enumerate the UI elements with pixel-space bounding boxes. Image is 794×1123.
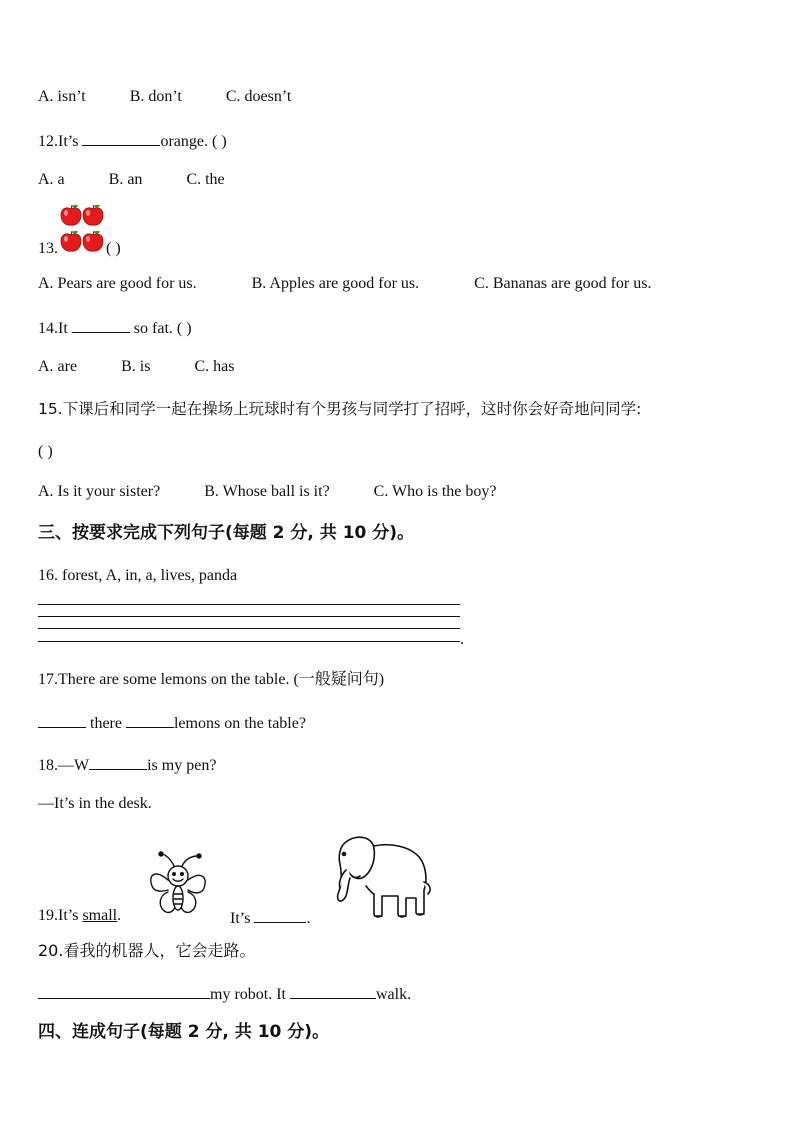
q13-number: 13. <box>38 240 58 257</box>
section-3-heading: 三、按要求完成下列句子(每题 2 分, 共 10 分)。 <box>38 523 415 543</box>
q20-after: walk. <box>376 986 412 1003</box>
apple-icon <box>83 205 103 225</box>
q19-second-sentence <box>230 906 310 929</box>
q12-option-c[interactable]: C. the <box>186 171 225 188</box>
q16-question: 16. forest, A, in, a, lives, panda <box>38 567 238 584</box>
q13-question <box>38 239 121 259</box>
q14-question <box>38 316 192 339</box>
q17-blank-1[interactable] <box>38 711 86 728</box>
q11-options <box>38 87 291 107</box>
q14-after: so fat. <box>133 320 173 337</box>
q12-question <box>38 129 227 152</box>
q12-option-a[interactable]: A. a <box>38 171 65 188</box>
q13-options <box>38 274 651 294</box>
q20-mid: my robot. It <box>210 986 286 1003</box>
q12-after: orange. <box>160 133 208 150</box>
q19-question <box>38 906 121 926</box>
q12-blank[interactable] <box>82 129 160 146</box>
q16-answer-line-4[interactable] <box>38 641 460 642</box>
elephant-icon <box>332 832 434 922</box>
q14-blank[interactable] <box>72 316 130 333</box>
q16-answer-line-2[interactable] <box>38 616 460 617</box>
section-4-heading: 四、连成句子(每题 2 分, 共 10 分)。 <box>38 1022 330 1042</box>
q18-stem: 18.—W <box>38 757 90 774</box>
q12-answer-paren[interactable]: ( ) <box>211 133 227 150</box>
q20-blank-1[interactable] <box>38 982 210 999</box>
q11-option-b[interactable]: B. don’t <box>129 88 182 105</box>
q17-blank-2[interactable] <box>126 711 174 728</box>
q13-answer-paren[interactable]: ( ) <box>106 240 121 257</box>
q14-stem: 14.It <box>38 320 68 337</box>
q19-stem: 19.It’s <box>38 907 83 924</box>
q19-period: . <box>117 907 122 924</box>
q15-options <box>38 482 496 502</box>
q14-options <box>38 357 234 377</box>
q18-question <box>38 753 216 776</box>
q16-answer-line-3[interactable] <box>38 628 460 629</box>
q13-option-c[interactable]: C. Bananas are good for us. <box>474 275 652 292</box>
q20-answer <box>38 982 411 1005</box>
q16-answer-line-1[interactable] <box>38 604 460 605</box>
apple-icon <box>61 205 81 225</box>
q19-end-period: . <box>306 910 311 927</box>
q14-answer-paren[interactable]: ( ) <box>176 320 192 337</box>
q14-option-a[interactable]: A. are <box>38 358 78 375</box>
q11-option-c[interactable]: C. doesn’t <box>225 88 292 105</box>
q15-option-b[interactable]: B. Whose ball is it? <box>204 483 330 500</box>
q15-question: 15.下课后和同学一起在操场上玩球时有个男孩与同学打了招呼，这时你会好奇地问同学: <box>38 400 642 418</box>
q17-after: lemons on the table? <box>173 715 306 732</box>
q18-answer-text: —It’s in the desk. <box>38 795 152 812</box>
q18-blank[interactable] <box>89 753 147 770</box>
q15-option-c[interactable]: C. Who is the boy? <box>373 483 497 500</box>
q17-mid: there <box>90 715 122 732</box>
q20-question: 20.看我的机器人，它会走路。 <box>38 941 256 960</box>
q19-underlined-word: small <box>82 907 118 924</box>
q15-answer-paren[interactable]: ( ) <box>38 443 53 460</box>
q18-after: is my pen? <box>147 757 217 774</box>
q12-options <box>38 170 225 190</box>
q12-option-b[interactable]: B. an <box>108 171 143 188</box>
q11-option-a[interactable]: A. isn’t <box>38 88 86 105</box>
q19-blank[interactable] <box>254 906 306 923</box>
q12-stem: 12.It’s <box>38 133 79 150</box>
butterfly-icon <box>146 850 210 920</box>
q17-answer <box>38 711 306 734</box>
q13-option-b[interactable]: B. Apples are good for us. <box>251 275 420 292</box>
q14-option-b[interactable]: B. is <box>121 358 151 375</box>
q16-end-period: . <box>460 631 464 648</box>
q14-option-c[interactable]: C. has <box>194 358 235 375</box>
q17-question: 17.There are some lemons on the table. (一般疑问句) <box>38 671 385 688</box>
q19-second-stem: It’s <box>230 910 251 927</box>
q13-option-a[interactable]: A. Pears are good for us. <box>38 275 197 292</box>
q15-option-a[interactable]: A. Is it your sister? <box>38 483 161 500</box>
q20-blank-2[interactable] <box>290 982 376 999</box>
